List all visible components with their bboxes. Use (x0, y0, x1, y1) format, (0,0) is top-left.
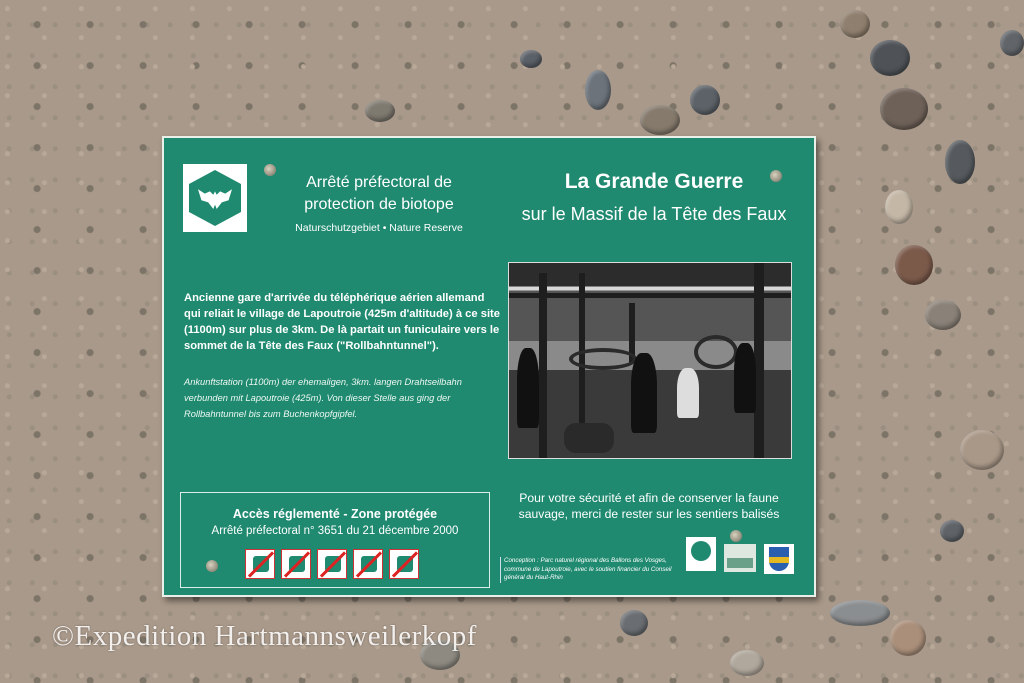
info-sign (162, 136, 816, 597)
parc-vosges-logo (686, 537, 716, 571)
no-fire-icon (245, 549, 275, 579)
prohibition-pictograms (245, 549, 419, 579)
no-cycling-icon (353, 549, 383, 579)
sign-title: La Grande Guerre (564, 170, 744, 193)
historic-photo (508, 262, 792, 459)
no-vehicles-icon (389, 549, 419, 579)
no-camping-icon (281, 549, 311, 579)
sign-subtitle: sur le Massif de la Tête des Faux (521, 204, 787, 224)
german-description: Ankunftstation (1100m) der ehemaligen, 3km. langen Drahtseilbahn verbunden mit Lapoutroie (425m). Von dieser Stelle aus ging der Rollbahntunnel bis zum Buchenkopfgipfel. (184, 377, 462, 419)
nature-reserve-subtitle: Naturschutzgebiet • Nature Reserve (295, 222, 463, 234)
no-picking-icon (317, 549, 347, 579)
french-description: Ancienne gare d'arrivée du téléphérique aérien allemand qui reliait le village de Lapoutroie (425m d'altitude) à ce site (1100m) sur plus de 3km. De là partait un funiculaire vers le sommet de la Tête des Faux ("Rollbahntunnel"). (184, 292, 500, 352)
biotope-heading: Arrêté préfectoral de protection de biotope (304, 174, 454, 213)
bat-icon (183, 164, 247, 232)
safety-notice: Pour votre sécurité et afin de conserver la faune sauvage, merci de rester sur les sentiers balisés (518, 491, 780, 521)
access-regulation-box (180, 492, 490, 588)
access-title: Accès réglementé - Zone protégée (232, 507, 438, 521)
decree-text: Arrêté préfectoral n° 3651 du 21 décembre 2000 (211, 525, 459, 537)
design-credit: Conception : Parc naturel régional des Ballons des Vosges, commune de Lapoutroie, avec le soutien financier du Conseil général du Haut-Rhin (500, 557, 690, 583)
haut-rhin-crest (764, 544, 794, 574)
landscape-logo (724, 544, 756, 572)
screw (730, 530, 742, 542)
copyright-watermark: ©Expedition Hartmannsweilerkopf (52, 620, 477, 652)
